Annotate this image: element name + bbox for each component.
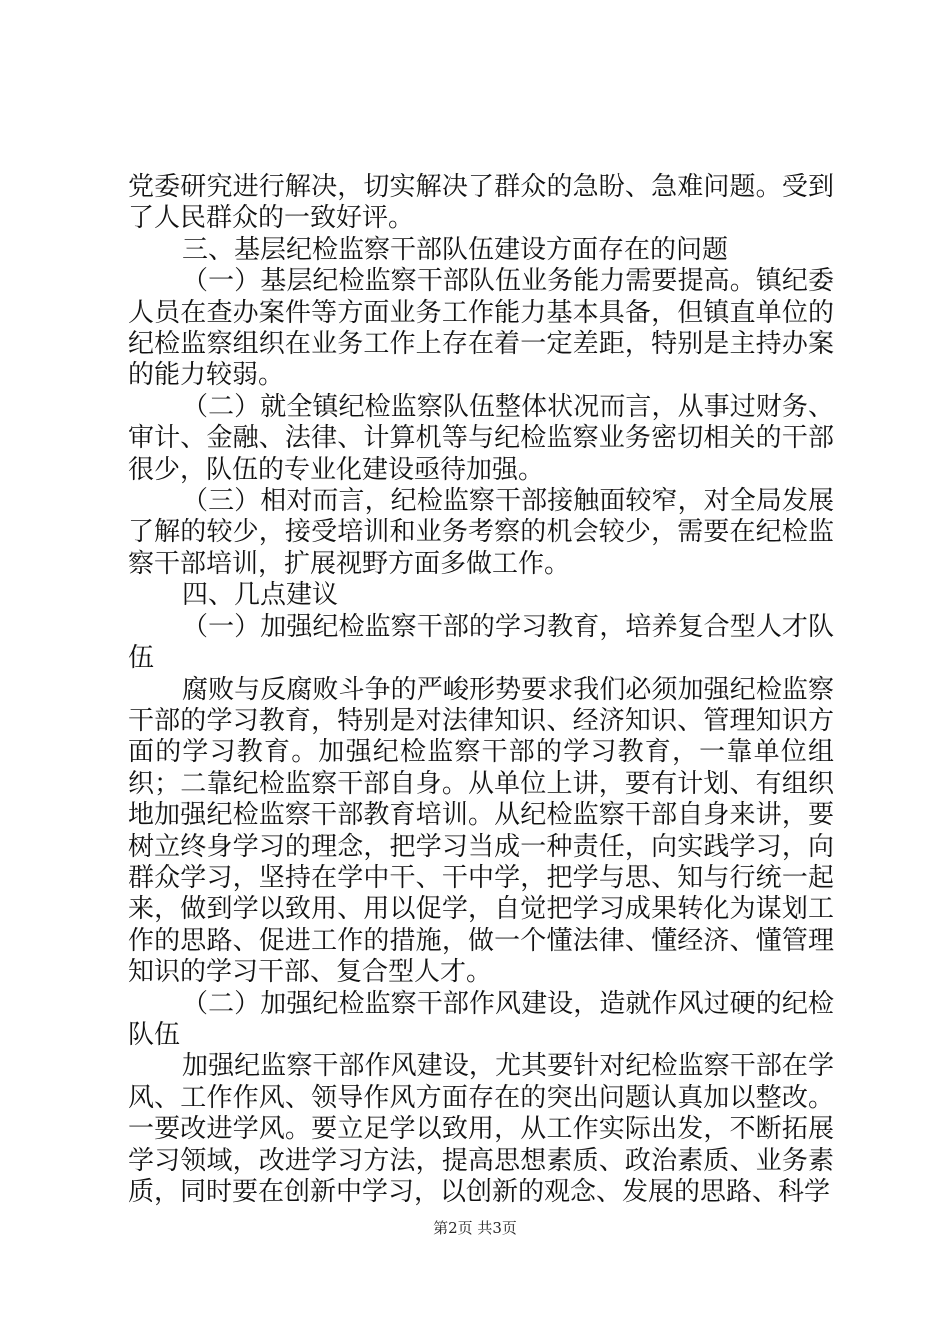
paragraph-issue-1: （一）基层纪检监察干部队伍业务能力需要提高。镇纪委人员在查办案件等方面业务工作能力基本具备，但镇直单位的纪检监察组织在业务工作上存在着一定差距，特别是主持办案的能力较弱。: [128, 266, 834, 391]
page-footer: 第2页 共3页: [433, 1219, 517, 1237]
paragraph-suggestion-1: 腐败与反腐败斗争的严峻形势要求我们必须加强纪检监察干部的学习教育，特别是对法律知识、经济知识、管理知识方面的学习教育。加强纪检监察干部的学习教育，一靠单位组织；二靠纪检监察干部自身。从单位上讲，要有计划、有组织地加强纪检监察干部教育培训。从纪检监察干部自身来讲，要树立终身学习的理念，把学习当成一种责任，向实践学习，向群众学习，坚持在学中干、干中学，把学与思、知与行统一起来，做到学以致用、用以促学，自觉把学习成果转化为谋划工作的思路、促进工作的措施，做一个懂法律、懂经济、懂管理知识的学习干部、复合型人才。: [128, 674, 834, 988]
paragraph-suggestion-2: 加强纪监察干部作风建设，尤其要针对纪检监察干部在学风、工作作风、领导作风方面存在的突出问题认真加以整改。一要改进学风。要立足学以致用，从工作实际出发，不断拓展学习领域，改进学习方法，提高思想素质、政治素质、业务素质，同时要在创新中学习，以创新的观念、发展的思路、科学: [128, 1051, 834, 1207]
paragraph-issue-2: （二）就全镇纪检监察队伍整体状况而言，从事过财务、审计、金融、法律、计算机等与纪检监察业务密切相关的干部很少，队伍的专业化建设亟待加强。: [128, 391, 834, 485]
paragraph-continuation: 党委研究进行解决，切实解决了群众的急盼、急难问题。受到了人民群众的一致好评。: [128, 172, 834, 234]
section-heading-3: 三、基层纪检监察干部队伍建设方面存在的问题: [182, 234, 729, 265]
paragraph-issue-3: （三）相对而言，纪检监察干部接触面较窄，对全局发展了解的较少，接受培训和业务考察的机会较少，需要在纪检监察干部培训，扩展视野方面多做工作。: [128, 486, 834, 579]
section-heading-4: 四、几点建议: [182, 580, 339, 611]
document-body: [128, 172, 834, 1208]
subheading-suggestion-2: （二）加强纪检监察干部作风建设，造就作风过硬的纪检队伍: [128, 988, 834, 1050]
subheading-suggestion-1: （一）加强纪检监察干部的学习教育，培养复合型人才队伍: [128, 611, 834, 674]
